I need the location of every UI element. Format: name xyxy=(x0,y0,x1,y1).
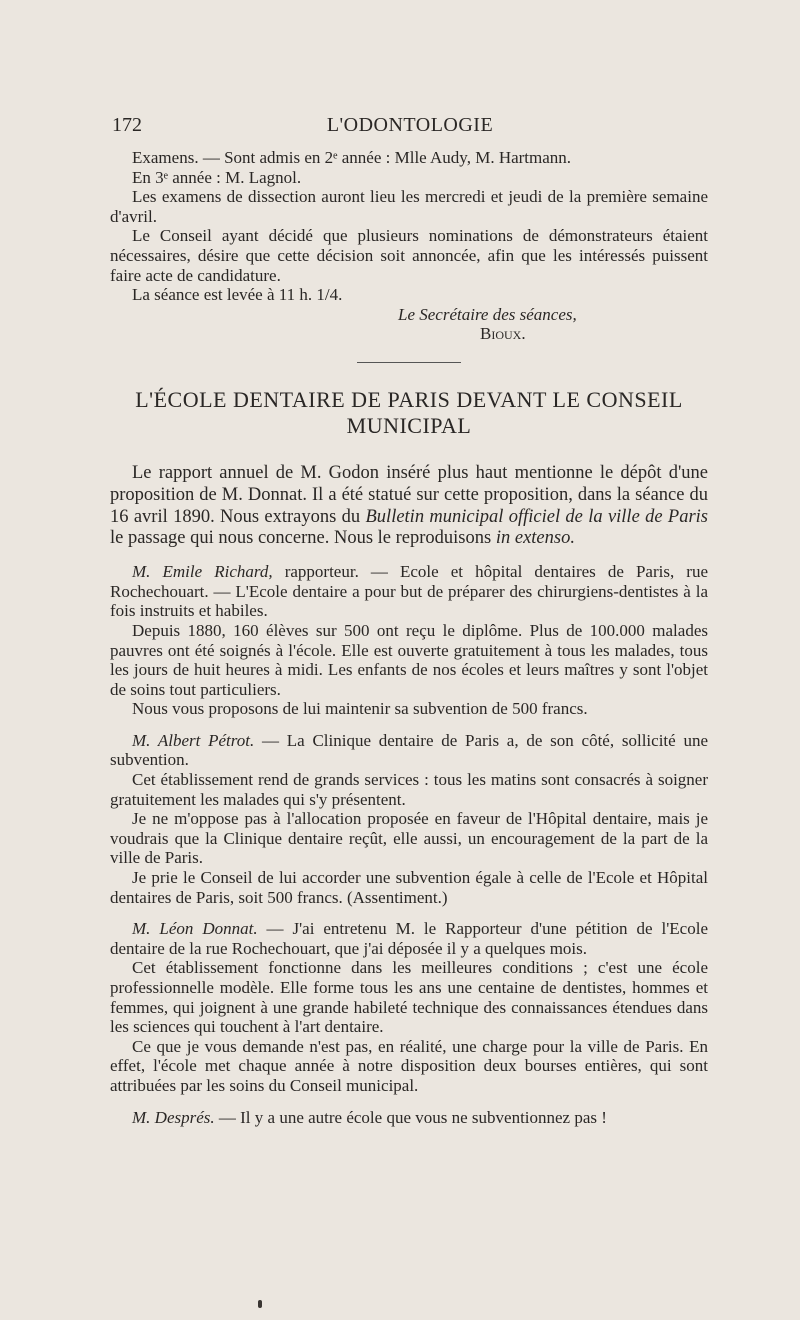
running-header xyxy=(112,114,708,144)
page-body xyxy=(110,148,708,1127)
signature-name: Bioux. xyxy=(480,324,526,344)
intro-paragraph: Le Conseil ayant décidé que plusieurs nominations de démonstrateurs étaient nécessaires, désire que cette décision soit annoncée, afin que les intéressés puissent faire acte de candidature. xyxy=(110,226,708,285)
speech-text: — Il y a une autre école que vous ne subventionnez pas ! xyxy=(214,1107,607,1127)
speaker-name: M. Emile Richard, xyxy=(132,562,273,582)
page-number: 172 xyxy=(112,114,142,136)
running-title: L'ODONTOLOGIE xyxy=(326,114,494,136)
speech-text: — La Clinique dentaire de Paris a, de son côté, sollicité une subvention. xyxy=(110,730,708,770)
speech-paragraph: Nous vous proposons de lui maintenir sa subvention de 500 francs. xyxy=(132,699,588,719)
speech-paragraph xyxy=(110,562,708,621)
intro-paragraph: En 3ᵉ année : M. Lagnol. xyxy=(132,167,302,187)
speech-richard xyxy=(110,562,708,719)
speech-paragraph: Je prie le Conseil de lui accorder une subvention égale à celle de l'Ecole et Hôpital dentaires de Paris, soit 500 francs. (Assentiment.) xyxy=(110,868,708,907)
lead-text-a: Le rapport annuel de M. Godon inséré plus haut mentionne le dépôt d'une proposition de M. Donnat. Il a été statué sur cette proposition, dans la séance du 16 avril 1890. Nous extrayons du xyxy=(110,462,708,527)
speech-paragraph: Depuis 1880, 160 élèves sur 500 ont reçu le diplôme. Plus de 100.000 malades pauvres ont été soignés à l'école. Elle est ouverte gratuitement à tous les malades, tous les jours de huit heures à midi. Les enfants de nos écoles et leurs maîtres y sont l'objet de soins tout particuliers. xyxy=(110,620,708,699)
speech-text: rapporteur. — Ecole et hôpital dentaires de Paris, rue Rochechouart. — L'Ecole dentaire a pour but de préparer des chirurgiens-dentistes à la fois instruits et habiles. xyxy=(110,562,709,621)
speech-text: — J'ai entretenu M. le Rapporteur d'une pétition de l'Ecole dentaire de la rue Rochechouart, que j'ai déposée il y a quelques mois. xyxy=(110,919,708,958)
bulletin-title: Bulletin municipal officiel de la ville de Paris xyxy=(365,506,708,527)
speech-paragraph xyxy=(110,919,708,958)
speech-paragraph: Cet établissement fonctionne dans les meilleures conditions ; c'est une école professionnelle modèle. Elle forme tous les ans une centaine de dentistes, hommes et femmes, qui joignent à une grande habileté technique des connaissances étendues dans les sciences qui touchent à l'art dentaire. xyxy=(110,958,708,1037)
speaker-name: M. Albert Pétrot. xyxy=(132,730,255,750)
intro-block xyxy=(110,148,708,344)
intro-paragraph: Examens. — Sont admis en 2ᵉ année : Mlle Audy, M. Hartmann. xyxy=(132,148,572,167)
speech-despres xyxy=(110,1108,708,1128)
lead-paragraph xyxy=(110,463,708,550)
speaker-name: M. Léon Donnat. xyxy=(132,919,258,939)
intro-paragraph: La séance est levée à 11 h. 1/4. xyxy=(132,285,343,305)
speech-petrot xyxy=(110,731,708,907)
speech-paragraph xyxy=(110,1108,708,1128)
in-extenso: in extenso. xyxy=(495,528,575,549)
section-title: L'ÉCOLE DENTAIRE DE PARIS DEVANT LE CONSEIL MUNICIPAL xyxy=(135,386,683,438)
intro-paragraph: Les examens de dissection auront lieu les mercredi et jeudi de la première semaine d'avril. xyxy=(110,187,708,226)
ink-speck xyxy=(258,1300,262,1308)
speech-donnat xyxy=(110,919,708,1095)
speech-paragraph: Ce que je vous demande n'est pas, en réalité, une charge pour la ville de Paris. En effet, l'école met chaque année à notre disposition deux bourses entières, qui sont attribuées par les soins du Conseil municipal. xyxy=(110,1036,708,1095)
lead-text xyxy=(110,463,708,550)
speech-paragraph: Cet établissement rend de grands services : tous les matins sont consacrés à soigner gratuitement les malades qui s'y présentent. xyxy=(110,770,708,809)
speech-paragraph: Je ne m'oppose pas à l'allocation proposée en faveur de l'Hôpital dentaire, mais je voudrais que la Clinique dentaire reçût, elle aussi, un encouragement de la part de la ville de Paris. xyxy=(110,809,708,868)
speech-paragraph xyxy=(110,731,708,770)
speaker-name: M. Després. xyxy=(132,1107,215,1127)
section-divider xyxy=(357,362,461,363)
lead-text-b: le passage qui nous concerne. Nous le reproduisons xyxy=(110,528,496,549)
signature-title: Le Secrétaire des séances, xyxy=(398,304,577,324)
